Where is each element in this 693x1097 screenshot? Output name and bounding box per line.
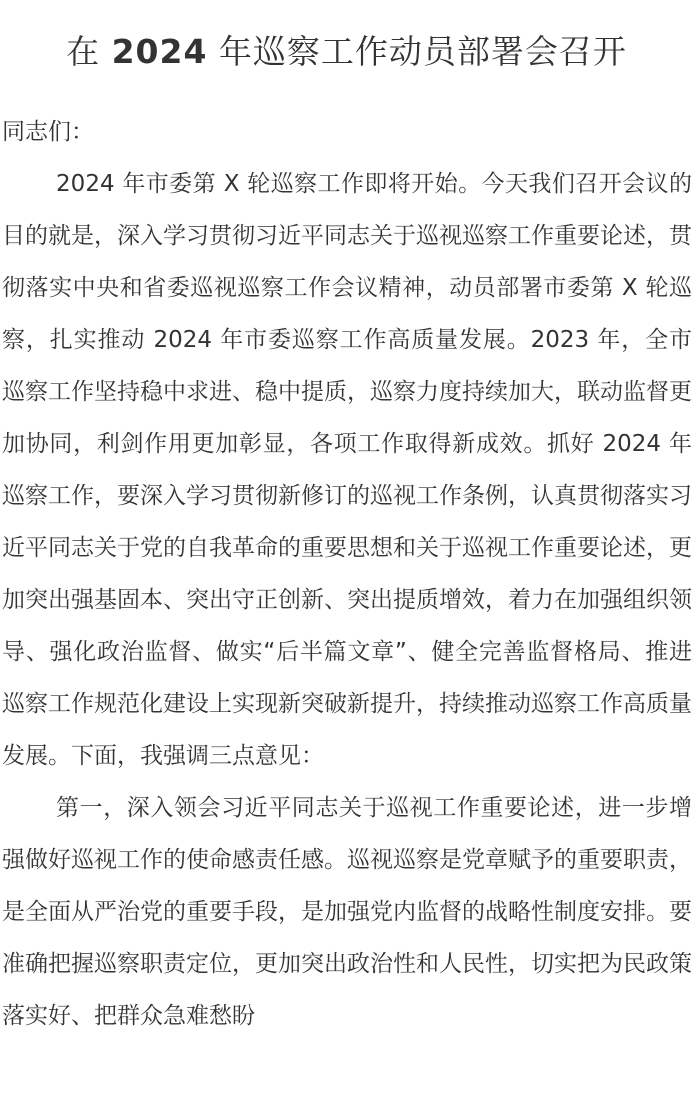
salutation: 同志们： [2,119,94,145]
title-prefix: 在 [66,32,112,71]
title-suffix: 年巡察工作动员部署会召开 [207,32,627,71]
title-year: 2024 [111,32,208,71]
document-body [2,158,692,1042]
document-title [0,24,693,80]
paragraph: 第一，深入领会习近平同志关于巡视工作重要论述，进一步增强做好巡视工作的使命感责任感。巡视巡察是党章赋予的重要职责，是全面从严治党的重要手段，是加强党内监督的战略性制度安排。要准确把握巡察职责定位，更加突出政治性和人民性，切实把为民政策落实好、把群众急难愁盼 [2,795,692,1029]
paragraph: 2024 年市委第 X 轮巡察工作即将开始。今天我们召开会议的目的就是，深入学习贯彻习近平同志关于巡视巡察工作重要论述，贯彻落实中央和省委巡视巡察工作会议精神，动员部署市委第 X 轮巡察，扎实推动 2024 年市委巡察工作高质量发展。2023 年，全市巡察工作坚持稳中求进、稳中提质，巡察力度持续加大，联动监督更加协同，利剑作用更加彰显，各项工作取得新成效。抓好 2024 年巡察工作，要深入学习贯彻新修订的巡视工作条例，认真贯彻落实习近平同志关于党的自我革命的重要思想和关于巡视工作重要论述，更加突出强基固本、突出守正创新、突出提质增效，着力在加强组织领导、强化政治监督、做实“后半篇文章”、健全完善监督格局、推进巡察工作规范化建设上实现新突破新提升，持续推动巡察工作高质量发展。下面，我强调三点意见： [2,171,692,769]
